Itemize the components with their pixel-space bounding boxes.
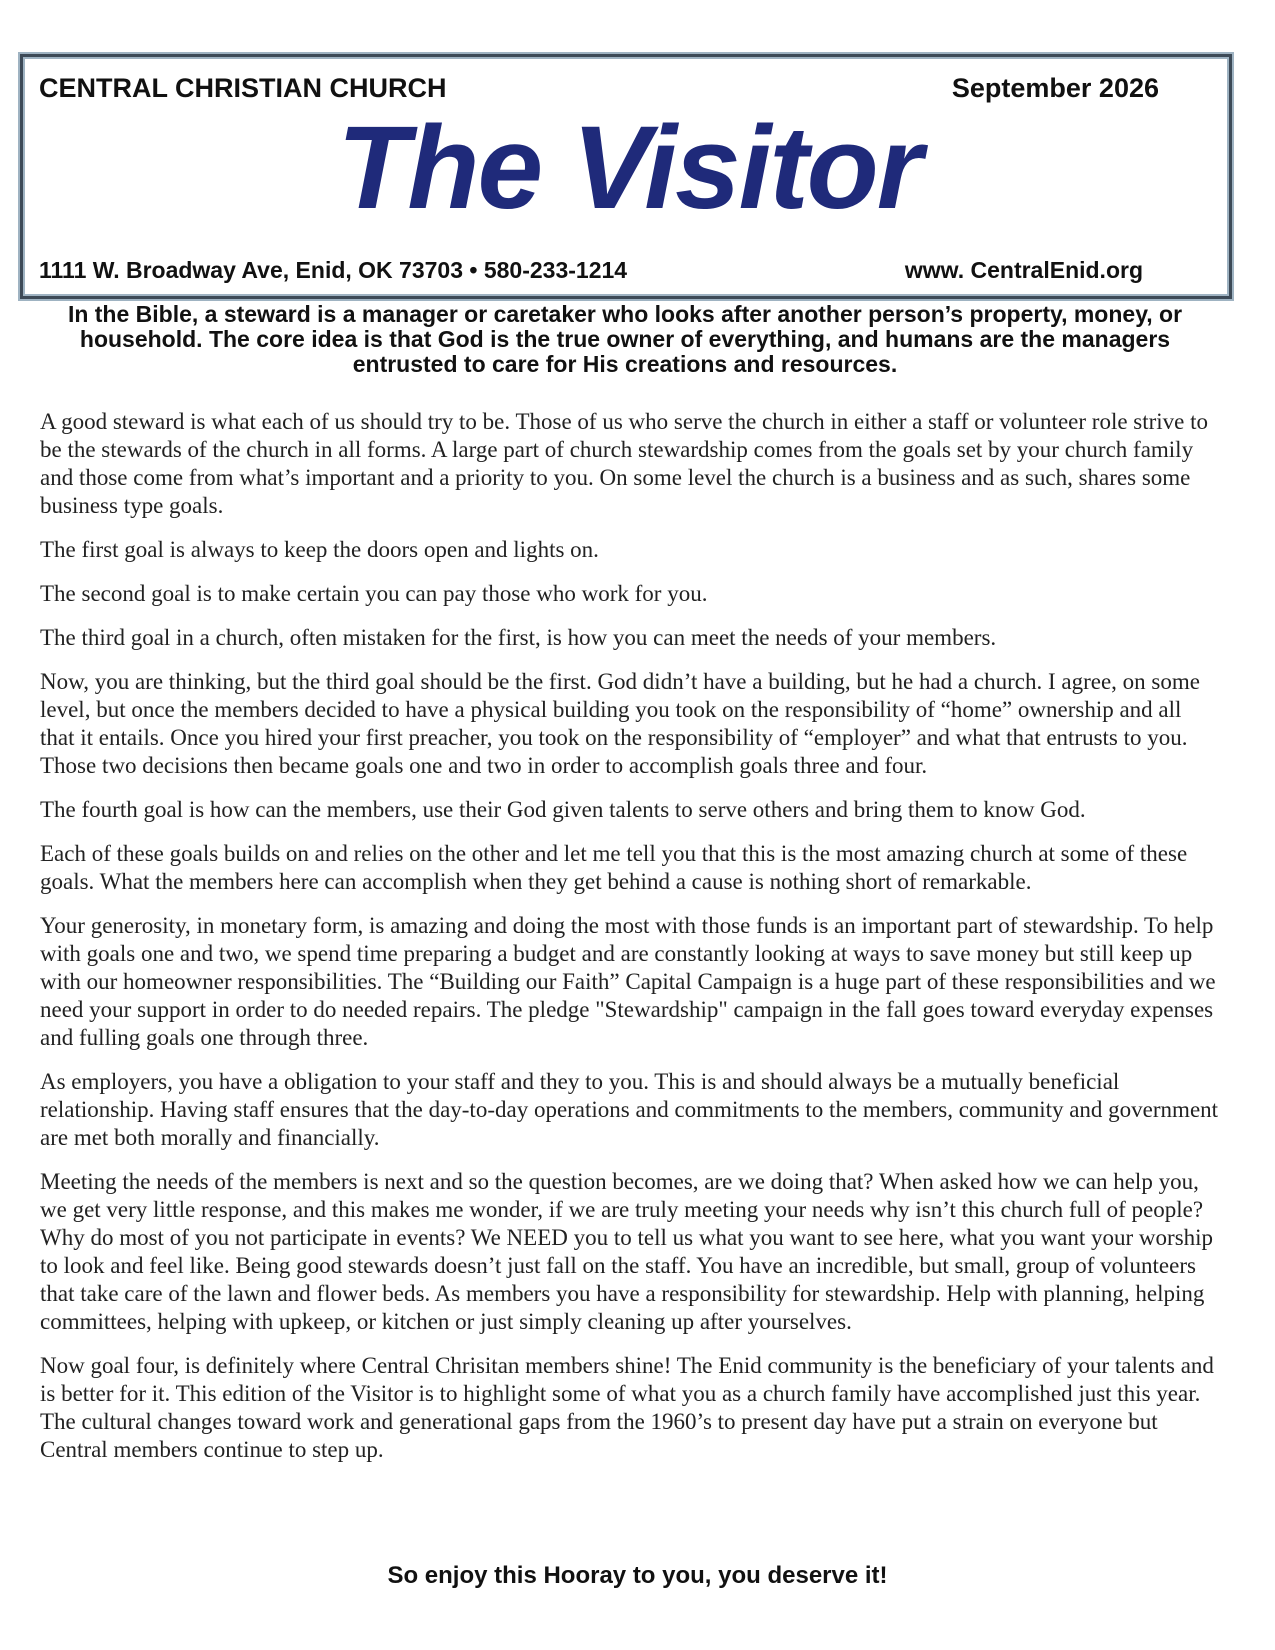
article-body bbox=[40, 408, 1220, 1480]
paragraph: Now goal four, is definitely where Central Chrisitan members shine! The Enid community is the beneficiary of your talents and is better for it. This edition of the Visitor is to highlight some of what you as a church family have accomplished just this year. The cultural changes toward work and generational gaps from the 1960’s to present day have put a strain on everyone but Central members continue to step up. bbox=[40, 1353, 1214, 1462]
paragraph: The second goal is to make certain you can pay those who work for you. bbox=[40, 581, 708, 606]
paragraph: The third goal in a church, often mistaken for the first, is how you can meet the needs of your members. bbox=[40, 625, 997, 650]
paragraph: Each of these goals builds on and relies on the other and let me tell you that this is the most amazing church at some of these goals. What the members here can accomplish when they get behind a cause is nothing short of remarkable. bbox=[40, 841, 1188, 894]
paragraph: Now, you are thinking, but the third goal should be the first. God didn’t have a building, but he had a church. I agree, on some level, but once the members decided to have a physical building you took on the responsibility of “home” ownership and all that it entails. Once you hired your first preacher, you took on the responsibility of “employer” and what that entrusts to you. Those two decisions then became goals one and two in order to accomplish goals three and four. bbox=[40, 669, 1200, 778]
paragraph: A good steward is what each of us should try to be. Those of us who serve the church in either a staff or volunteer role strive to be the stewards of the church in all forms. A large part of church stewardship comes from the goals set by your church family and those come from what’s important and a priority to you. On some level the church is a business and as such, shares some business type goals. bbox=[40, 409, 1209, 518]
church-address: 1111 W. Broadway Ave, Enid, OK 73703 • 580-233-1214 bbox=[39, 257, 628, 283]
issue-date: September 2026 bbox=[951, 73, 1159, 103]
church-name: CENTRAL CHRISTIAN CHURCH bbox=[39, 73, 447, 103]
paragraph: Meeting the needs of the members is next and so the question becomes, are we doing that? When asked how we can help you, we get very little response, and this makes me wonder, if we are truly meeting your needs why isn’t this church full of people? Why do most of you not participate in events? We NEED you to tell us what you want to see here, what you want your worship to look and feel like. Being good stewards doesn’t just fall on the staff. You have an incredible, but small, group of volunteers that take care of the lawn and flower beds. As members you have a responsibility for stewardship. Help with planning, helping committees, helping with upkeep, or kitchen or just simply cleaning up after yourselves. bbox=[40, 1169, 1214, 1334]
paragraph: As employers, you have a obligation to your staff and they to you. This is and should always be a mutually beneficial relationship. Having staff ensures that the day-to-day operations and commitments to the members, community and government are met both morally and financially. bbox=[40, 1069, 1219, 1150]
intro-statement: In the Bible, a steward is a manager or caretaker who looks after another person’s property, money, or household. The core idea is that God is the true owner of everything, and humans are the managers entrusted to care for His creations and resources. bbox=[67, 301, 1183, 377]
paragraph: The first goal is always to keep the doors open and lights on. bbox=[40, 537, 599, 562]
masthead bbox=[20, 54, 1232, 299]
paragraph: Your generosity, in monetary form, is amazing and doing the most with those funds is an important part of stewardship. To help with goals one and two, we spend time preparing a budget and are constantly looking at ways to save money but still keep up with our homeowner responsibilities. The “Building our Faith” Capital Campaign is a huge part of these responsibilities and we need your support in order to do needed repairs. The pledge "Stewardship" campaign in the fall goes toward everyday expenses and fulling goals one through three. bbox=[40, 913, 1216, 1050]
closing-line: So enjoy this Hooray to you, you deserve it! bbox=[387, 1562, 888, 1589]
paragraph: The fourth goal is how can the members, use their God given talents to serve others and bring them to know God. bbox=[40, 797, 1086, 822]
newsletter-title: The Visitor bbox=[337, 102, 921, 234]
church-website[interactable]: www. CentralEnid.org bbox=[904, 257, 1143, 283]
